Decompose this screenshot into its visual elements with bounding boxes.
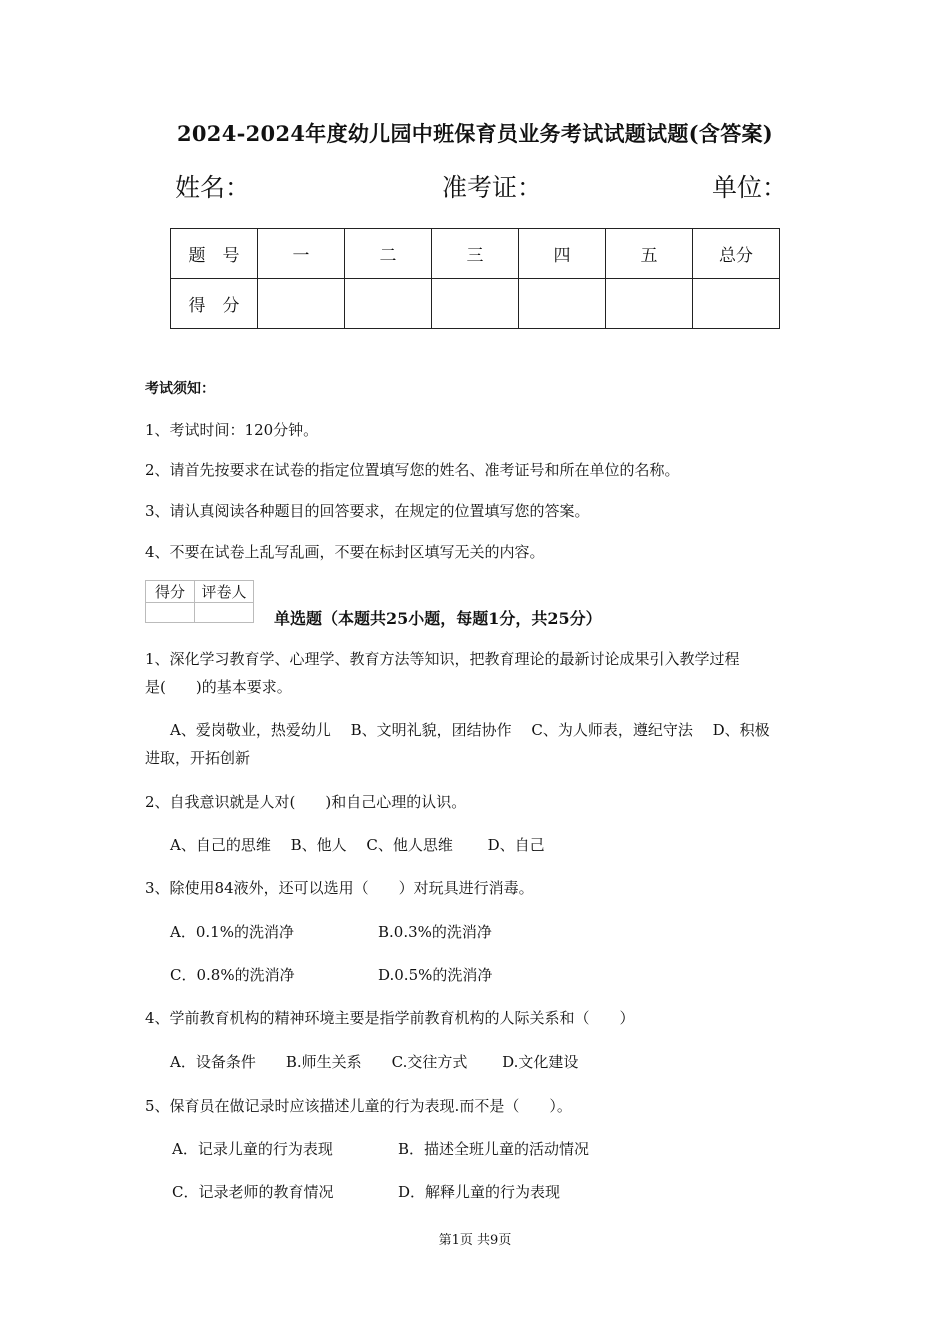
question-option: D．解释儿童的行为表现 bbox=[398, 1183, 561, 1201]
question-options: A、爱岗敬业，热爱幼儿 B、文明礼貌，团结协作 C、为人师表，遵纪守法 D、积极 bbox=[170, 721, 770, 739]
question-options: A、自己的思维 B、他人 C、他人思维 D、自己 bbox=[170, 836, 545, 854]
score-header-cell: 三 bbox=[432, 229, 519, 279]
question-options: A．设备条件 B.师生关系 C.交往方式 D.文化建设 bbox=[170, 1053, 579, 1071]
question-stem: 5、保育员在做记录时应该描述儿童的行为表现.而不是（ ）。 bbox=[145, 1097, 572, 1115]
question-option: A．0.1%的洗消净 bbox=[170, 923, 294, 941]
notice-heading: 考试须知： bbox=[145, 381, 215, 397]
score-cell[interactable] bbox=[345, 279, 432, 329]
name-field-label: 姓名： bbox=[175, 173, 251, 202]
notice-item: 4、不要在试卷上乱写乱画，不要在标封区填写无关的内容。 bbox=[145, 543, 545, 561]
score-header-cell: 题 号 bbox=[171, 229, 258, 279]
grader-score-cell[interactable] bbox=[146, 603, 195, 623]
question-option: B．描述全班儿童的活动情况 bbox=[398, 1140, 590, 1158]
score-header-cell: 五 bbox=[606, 229, 693, 279]
grader-box bbox=[145, 580, 254, 623]
notice-item: 2、请首先按要求在试卷的指定位置填写您的姓名、准考证号和所在单位的名称。 bbox=[145, 461, 680, 479]
score-header-cell: 总分 bbox=[693, 229, 780, 279]
exam-id-field-label: 准考证： bbox=[442, 173, 543, 202]
question-option: B.0.3%的洗消净 bbox=[378, 923, 492, 941]
question-options: 进取，开拓创新 bbox=[145, 749, 251, 767]
page-footer: 第1页 共9页 bbox=[438, 1233, 512, 1248]
question-stem: 1、深化学习教育学、心理学、教育方法等知识，把教育理论的最新讨论成果引入教学过程 bbox=[145, 650, 740, 668]
unit-field-label: 单位： bbox=[712, 173, 788, 202]
score-table-score-row bbox=[171, 279, 780, 329]
notice-item: 1、考试时间：120分钟。 bbox=[145, 421, 319, 439]
score-cell[interactable] bbox=[693, 279, 780, 329]
score-cell[interactable] bbox=[606, 279, 693, 329]
score-cell[interactable] bbox=[432, 279, 519, 329]
question-stem: 4、学前教育机构的精神环境主要是指学前教育机构的人际关系和（ ） bbox=[145, 1009, 635, 1027]
question-stem: 3、除使用84液外，还可以选用（ ）对玩具进行消毒。 bbox=[145, 879, 534, 897]
page-title: 2024-2024年度幼儿园中班保育员业务考试试题试题(含答案) bbox=[176, 121, 774, 146]
score-header-cell: 二 bbox=[345, 229, 432, 279]
question-stem: 2、自我意识就是人对( )和自己心理的认识。 bbox=[145, 793, 467, 811]
notice-item: 3、请认真阅读各种题目的回答要求，在规定的位置填写您的答案。 bbox=[145, 502, 590, 520]
score-cell[interactable] bbox=[519, 279, 606, 329]
score-header-cell: 一 bbox=[258, 229, 345, 279]
score-header-cell: 四 bbox=[519, 229, 606, 279]
section-title: 单选题（本题共25小题，每题1分，共25分） bbox=[274, 609, 602, 628]
grader-name-label: 评卷人 bbox=[195, 581, 254, 603]
score-table-header-row bbox=[171, 229, 780, 279]
question-stem: 是( )的基本要求。 bbox=[145, 678, 292, 696]
score-cell[interactable] bbox=[258, 279, 345, 329]
grader-name-cell[interactable] bbox=[195, 603, 254, 623]
question-option: C．0.8%的洗消净 bbox=[170, 966, 295, 984]
question-option: D.0.5%的洗消净 bbox=[378, 966, 493, 984]
score-table bbox=[170, 228, 780, 329]
question-option: A．记录儿童的行为表现 bbox=[172, 1140, 333, 1158]
score-row-label: 得 分 bbox=[171, 279, 258, 329]
grader-score-label: 得分 bbox=[146, 581, 195, 603]
question-option: C．记录老师的教育情况 bbox=[172, 1183, 334, 1201]
